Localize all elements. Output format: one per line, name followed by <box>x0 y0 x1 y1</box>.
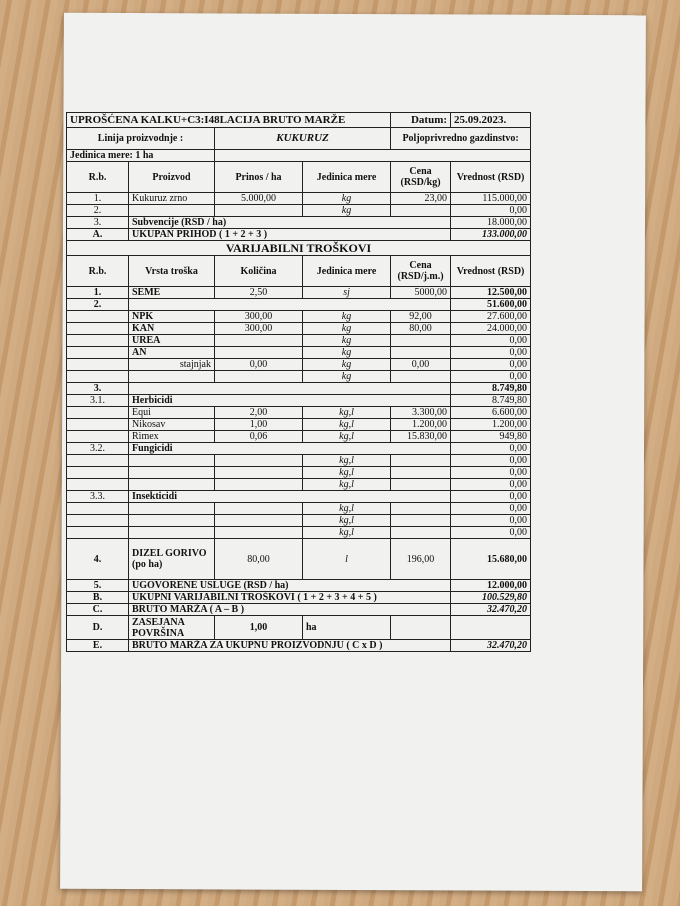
variable-costs-title-row <box>67 241 531 256</box>
insecticide-row: kg,l 0,00 <box>67 515 531 527</box>
section-title: VARIJABILNI TROŠKOVI <box>67 241 531 256</box>
fertilizer-row: UREA kg 0,00 <box>67 335 531 347</box>
col-prinos: Prinos / ha <box>215 162 303 193</box>
calculation-document <box>66 112 530 652</box>
income-row: 3. Subvencije (RSD / ha) 18.000,00 <box>67 217 531 229</box>
insecticide-row: kg,l 0,00 <box>67 503 531 515</box>
calculation-table <box>66 112 531 652</box>
crop-name: KUKURUZ <box>215 128 391 150</box>
costs-header-row: R.b. Vrsta troška Količina Jedinica mere Cena (RSD/j.m.) Vrednost (RSD) <box>67 256 531 287</box>
herbicide-row: Rimex 0,06 kg,l 15.830,00 949,80 <box>67 431 531 443</box>
col-proizvod: Proizvod <box>129 162 215 193</box>
protection-group-row: 3. 8.749,80 <box>67 383 531 395</box>
col-rb: R.b. <box>67 162 129 193</box>
document-title: UPROŠĆENA KALKU+C3:I48LACIJA BRUTO MARŽE <box>67 113 391 128</box>
herbicide-header-row: 3.1. Herbicidi 8.749,80 <box>67 395 531 407</box>
date-label: Datum: <box>391 113 451 128</box>
insecticide-row: kg,l 0,00 <box>67 527 531 539</box>
gross-margin-row: C. BRUTO MARŽA ( A – B ) 32.470,20 <box>67 604 531 616</box>
fungicide-row: kg,l 0,00 <box>67 467 531 479</box>
fungicide-row: kg,l 0,00 <box>67 479 531 491</box>
income-header-row <box>67 162 531 193</box>
total-costs-row: B. UKUPNI VARIJABILNI TROŠKOVI ( 1 + 2 + 3 + 4 + 5 ) 100.529,80 <box>67 592 531 604</box>
fertilizer-group-row: 2. 51.600,00 <box>67 299 531 311</box>
col-vrednost: Vrednost (RSD) <box>451 162 531 193</box>
col-cena: Cena (RSD/kg) <box>391 162 451 193</box>
income-row: 1. Kukuruz zrno 5.000,00 kg 23,00 115.000,00 <box>67 193 531 205</box>
fungicide-header-row: 3.2. Fungicidi 0,00 <box>67 443 531 455</box>
farm-label: Poljoprivredno gazdinstvo: <box>391 128 531 150</box>
fertilizer-row: KAN 300,00 kg 80,00 24.000,00 <box>67 323 531 335</box>
total-gross-margin-row: E. BRUTO MARŽA ZA UKUPNU PROIZVODNJU ( C x D ) 32.470,20 <box>67 640 531 652</box>
col-jm: Jedinica mere <box>303 162 391 193</box>
production-line-row <box>67 128 531 150</box>
seed-row: 1. SEME 2,50 sj 5000,00 12.500,00 <box>67 287 531 299</box>
insecticide-header-row: 3.3. Insekticidi 0,00 <box>67 491 531 503</box>
fungicide-row: kg,l 0,00 <box>67 455 531 467</box>
total-income-row: A. UKUPAN PRIHOD ( 1 + 2 + 3 ) 133.000,00 <box>67 229 531 241</box>
diesel-row: 4. DIZEL GORIVO (po ha) 80,00 l 196,00 15.680,00 <box>67 539 531 580</box>
herbicide-row: Nikosav 1,00 kg,l 1.200,00 1.200,00 <box>67 419 531 431</box>
fertilizer-row: AN kg 0,00 <box>67 347 531 359</box>
date-value: 25.09.2023. <box>451 113 531 128</box>
unit-row <box>67 150 531 162</box>
income-row: 2. kg 0,00 <box>67 205 531 217</box>
unit-label: Jedinica mere: 1 ha <box>67 150 215 162</box>
fertilizer-row: stajnjak 0,00 kg 0,00 0,00 <box>67 359 531 371</box>
title-row <box>67 113 531 128</box>
fertilizer-row: kg 0,00 <box>67 371 531 383</box>
herbicide-row: Equi 2,00 kg,l 3.300,00 6.600,00 <box>67 407 531 419</box>
production-line-label: Linija proizvodnje : <box>67 128 215 150</box>
services-row: 5. UGOVORENE USLUGE (RSD / ha) 12.000,00 <box>67 580 531 592</box>
fertilizer-row: NPK 300,00 kg 92,00 27.600,00 <box>67 311 531 323</box>
sown-area-row: D. ZASEJANA POVRŠINA 1,00 ha <box>67 616 531 640</box>
